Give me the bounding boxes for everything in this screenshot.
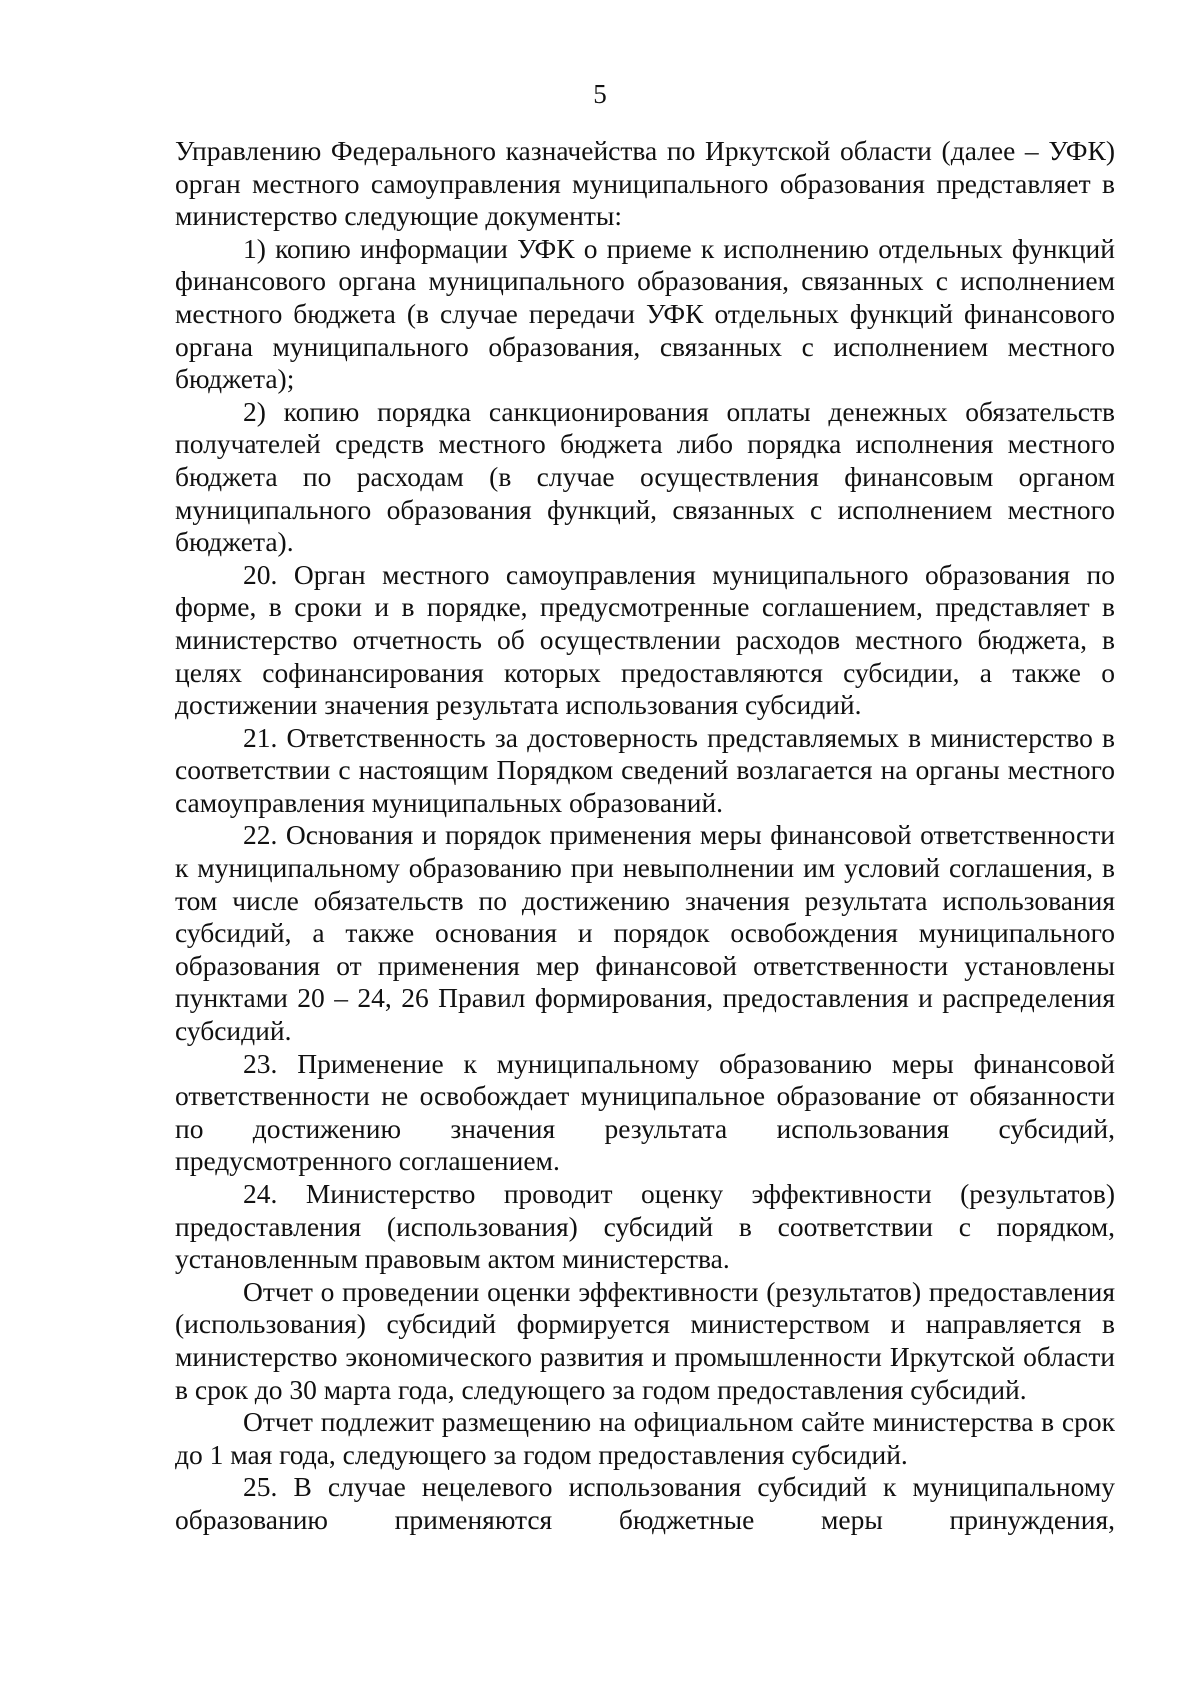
page-number: 5 (593, 79, 607, 109)
paragraph: Управлению Федерального казначейства по Иркутской области (далее – УФК) орган местного самоуправления муниципального образования представляет в министерство следующие документы: (175, 135, 1115, 232)
paragraph: 22. Основания и порядок применения меры финансовой ответственности к муниципальному образованию при невыполнении им условий соглашения, в том числе обязательств по достижению значения результата использования субсидий, а также основания и порядок освобождения муниципального образования от применения мер финансовой ответственности установлены пунктами 20 – 24, 26 Правил формирования, предоставления и распределения субсидий. (175, 819, 1115, 1047)
paragraph: 21. Ответственность за достоверность представляемых в министерство в соответствии с настоящим Порядком сведений возлагается на органы местного самоуправления муниципальных образований. (175, 721, 1115, 818)
paragraph: 25. В случае нецелевого использования субсидий к муниципальному образованию применяются бюджетные меры принуждения, (175, 1471, 1115, 1535)
paragraph: 1) копию информации УФК о приеме к исполнению отдельных функций финансового органа муниципального образования, связанных с исполнением местного бюджета (в случае передачи УФК отдельных функций финансового органа муниципального образования, связанных с исполнением местного бюджета); (175, 232, 1115, 395)
document-body (175, 135, 1115, 1537)
paragraph: Отчет подлежит размещению на официальном сайте министерства в срок до 1 мая года, следующего за годом предоставления субсидий. (175, 1406, 1115, 1470)
paragraph: 2) копию порядка санкционирования оплаты денежных обязательств получателей средств местного бюджета либо порядка исполнения местного бюджета по расходам (в случае осуществления финансовым органом муниципального образования функций, связанных с исполнением местного бюджета). (175, 395, 1115, 558)
paragraph: 24. Министерство проводит оценку эффективности (результатов) предоставления (использования) субсидий в соответствии с порядком, установленным правовым актом министерства. (175, 1178, 1115, 1275)
paragraph: 23. Применение к муниципальному образованию меры финансовой ответственности не освобождает муниципальное образование от обязанности по достижению значения результата использования субсидий, предусмотренного соглашением. (175, 1047, 1115, 1177)
paragraph: Отчет о проведении оценки эффективности (результатов) предоставления (использования) субсидий формируется министерством и направляется в министерство экономического развития и промышленности Иркутской области в срок до 30 марта года, следующего за годом предоставления субсидий. (175, 1275, 1115, 1405)
paragraph: 20. Орган местного самоуправления муниципального образования по форме, в сроки и в порядке, предусмотренные соглашением, представляет в министерство отчетность об осуществлении расходов местного бюджета, в целях софинансирования которых предоставляются субсидии, а также о достижении значения результата использования субсидий. (175, 558, 1115, 721)
